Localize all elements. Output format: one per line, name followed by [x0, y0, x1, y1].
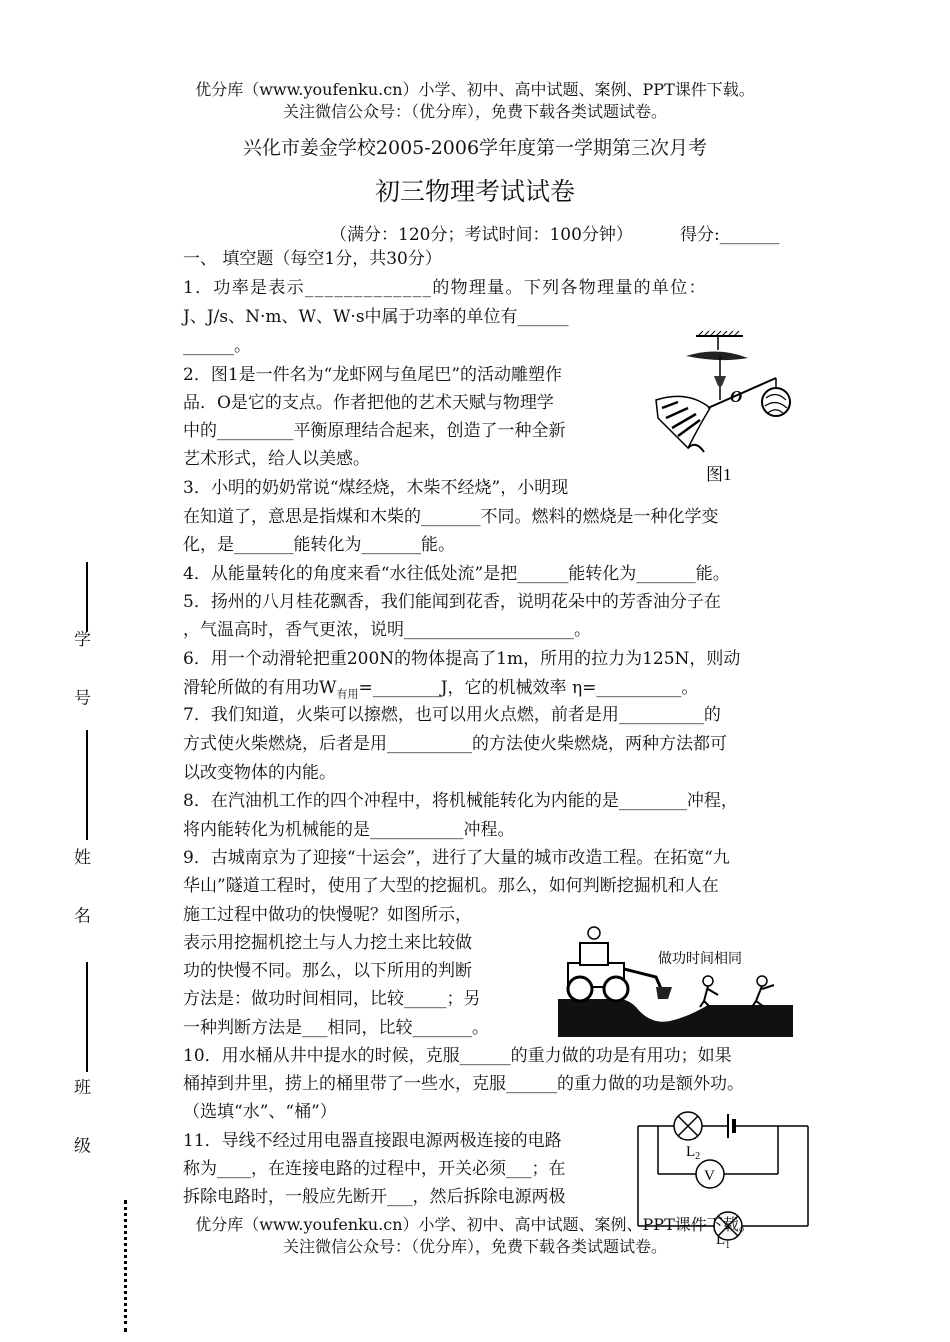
excavator-wheel-right — [604, 977, 628, 1001]
q7-line1: 7．我们知道，火柴可以擦燃，也可以用火点燃，前者是用__________的 — [183, 705, 721, 725]
q1-line3: ______。 — [183, 336, 251, 356]
q9-line2: 华山”隧道工程时，使用了大型的挖掘机。那么，如何判断挖掘机和人在 — [183, 876, 719, 896]
q2-line1: 2．图1是一件名为“龙虾网与鱼尾巴”的活动雕塑作 — [183, 365, 563, 385]
score-field: 得分:_______ — [680, 225, 780, 245]
section-heading: 一、 填空题（每空1分，共30分） — [183, 249, 442, 269]
q8-line2: 将内能转化为机械能的是___________冲程。 — [183, 820, 515, 840]
q5-line1: 5．扬州的八月桂花飘香，我们能闻到花香，说明花朵中的芳香油分子在 — [183, 592, 721, 612]
excavator-bucket — [656, 987, 672, 999]
worker1-body — [700, 986, 718, 1007]
figure1-sculpture — [648, 328, 793, 490]
footer-line2: 关注微信公众号：（优分库），免费下载各类试题试卷。 — [282, 1237, 667, 1256]
q1-line1: 1．功率是表示_____________的物理量。下列各物理量的单位： — [183, 278, 707, 298]
q7-line2: 方式使火柴燃烧，后者是用__________的方法使火柴燃烧，两种方法都可 — [183, 734, 727, 754]
label-l2-letter: L — [686, 1144, 696, 1160]
q5-line2: ，气温高时，香气更浓，说明____________________。 — [183, 620, 591, 640]
xuehao-line — [86, 562, 88, 632]
figure2-caption: 做功时间相同 — [658, 952, 742, 967]
footer-line1: 优分库（www.youfenku.cn）小学、初中、高中试题、案例、PPT课件下载。 — [195, 1215, 755, 1234]
net-tail — [688, 445, 704, 452]
banji-line — [86, 962, 88, 1072]
q9-line6: 方法是：做功时间相同，比较_____；另 — [183, 989, 481, 1009]
voltmeter-label: V — [704, 1168, 715, 1184]
q7-line3: 以改变物体的内能。 — [183, 763, 336, 783]
q10-line2: 桶掉到井里，捞上的桶里带了一些水，克服______的重力做的功是额外功。 — [183, 1074, 744, 1094]
q9-line1: 9．古城南京为了迎接“十运会”，进行了大量的城市改造工程。在拓宽“九 — [183, 848, 730, 868]
q6-line2-post: =________J，它的机械效率 η=__________。 — [358, 678, 699, 698]
excavator-wheel-left — [568, 977, 592, 1001]
q9-line7: 一种判断方法是___相同，比较_______。 — [183, 1018, 489, 1038]
q10-line1: 10．用水桶从井中提水的时候，克服______的重力做的功是有用功；如果 — [183, 1046, 732, 1066]
excavator-cab — [580, 943, 608, 965]
q2-line4: 艺术形式，给人以美感。 — [183, 449, 370, 469]
label-l2 — [686, 1144, 700, 1162]
banji-label: 班 级 — [70, 1078, 90, 1172]
q3-line1: 3．小明的奶奶常说“煤经烧，木柴不经烧”，小明现 — [183, 478, 569, 498]
worker1-head — [703, 976, 713, 986]
q11-line3: 拆除电路时，一般应先断开___，然后拆除电源两极 — [183, 1187, 566, 1207]
worker2-body — [752, 985, 774, 1007]
label-l2-sub: 2 — [695, 1151, 701, 1162]
q6-line2-pre: 滑轮所做的有用功W — [183, 678, 337, 698]
header-line2: 关注微信公众号：（优分库），免费下载各类试题试卷。 — [282, 102, 667, 121]
q6-line1: 6．用一个动滑轮把重200N的物体提高了1m，所用的拉力为125N，则动 — [183, 649, 741, 669]
net-ribs — [662, 402, 700, 436]
pivot-label: O — [730, 387, 743, 406]
q4-line1: 4．从能量转化的角度来看“水往低处流”是把______能转化为_______能。 — [183, 564, 730, 584]
q2-line3: 中的_________平衡原理结合起来，创造了一种全新 — [183, 421, 566, 441]
q11-line2: 称为____，在连接电路的过程中，开关必须___；在 — [183, 1159, 566, 1179]
ground — [558, 999, 793, 1037]
header-line1: 优分库（www.youfenku.cn）小学、初中、高中试题、案例、PPT课件下载。 — [195, 80, 755, 99]
q6-line2 — [183, 677, 698, 705]
xingming-line — [86, 730, 88, 840]
q9-line4: 表示用挖掘机挖土与人力挖土来比较做 — [183, 933, 472, 953]
school-title: 兴化市姜金学校2005-2006学年度第一学期第三次月考 — [242, 137, 708, 159]
worker2-head — [757, 976, 767, 986]
q3-line2: 在知道了，意思是指煤和木柴的_______不同。燃料的燃烧是一种化学变 — [183, 507, 719, 527]
figure1-caption: 图1 — [706, 465, 732, 484]
q9-line5: 功的快慢不同。那么，以下所用的判断 — [183, 961, 472, 981]
label-l1-letter: L — [716, 1232, 726, 1248]
q3-line3: 化，是_______能转化为_______能。 — [183, 535, 455, 555]
q9-line3: 施工过程中做功的快慢呢？如图所示， — [183, 905, 472, 925]
label-l1-sub: 1 — [725, 1240, 731, 1251]
xuehao-label: 学 号 — [70, 630, 90, 724]
q2-line2: 品．O是它的支点。作者把他的艺术天赋与物理学 — [183, 393, 554, 413]
xingming-label: 姓 名 — [70, 848, 90, 942]
figure2-excavator — [558, 925, 793, 1037]
top-arm — [686, 351, 748, 360]
q11-line1: 11．导线不经过用电器直接跟电源两极连接的电路 — [183, 1131, 562, 1151]
driver-head — [588, 927, 600, 939]
q10-line3: （选填“水”、“桶”） — [183, 1102, 337, 1122]
binding-dotted-line — [124, 1200, 127, 1332]
exam-info: （满分：120分；考试时间：100分钟） — [330, 225, 633, 245]
q8-line1: 8．在汽油机工作的四个冲程中，将机械能转化为内能的是________冲程， — [183, 791, 738, 811]
exam-title: 初三物理考试试卷 — [374, 177, 575, 206]
q1-line2: J、J/s、N·m、W、W·s中属于功率的单位有______ — [183, 307, 569, 327]
q6-subscript: 有用 — [336, 687, 359, 701]
fish-tail — [714, 376, 726, 386]
